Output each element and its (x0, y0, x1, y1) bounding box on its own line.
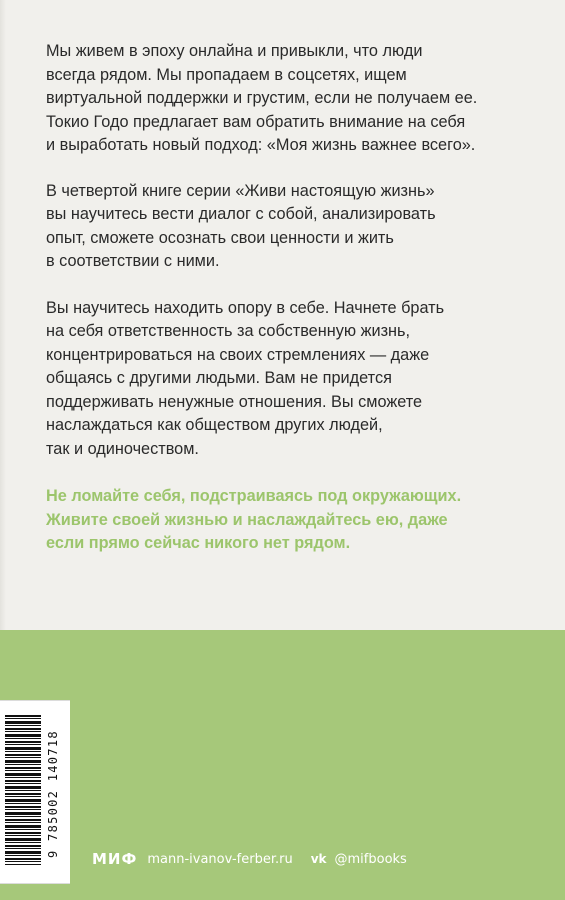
text-line: концентрироваться на своих стремлениях — даже (46, 345, 430, 364)
text-line: на себя ответственность за собственную жизнь, (46, 322, 411, 340)
publisher-row (92, 850, 407, 868)
text-line: В четвертой книге серии «Живи настоящую жизнь» (46, 181, 435, 200)
text-line: так и одиночеством. (46, 439, 199, 458)
text-line: Токио Годо предлагает вам обратить внимание на себя (46, 112, 466, 131)
text-line: общаясь с другими людьми. Вам не придется (46, 369, 392, 387)
barcode-number: 9 785002 140718 (46, 730, 60, 858)
footer-band (0, 630, 565, 900)
accent-slogan (46, 485, 526, 556)
text-line: Мы живем в эпоху онлайна и привыкли, что люди (46, 42, 423, 60)
text-line: и выработать новый подход: «Моя жизнь важнее всего». (46, 136, 476, 154)
back-cover-text (46, 40, 526, 556)
text-line: вы научитесь вести диалог с собой, анализировать (46, 205, 436, 223)
accent-line: если прямо сейчас никого нет рядом. (46, 534, 351, 552)
social-handle[interactable]: @mifbooks (334, 851, 407, 867)
text-line: Вы научитесь находить опору в себе. Начнете брать (46, 298, 445, 317)
barcode-bars (5, 715, 41, 865)
text-line: виртуальной поддержки и грустим, если не получаем ее. (46, 89, 478, 107)
accent-line: Не ломайте себя, подстраиваясь под окружающих. (46, 487, 462, 505)
text-line: всегда рядом. Мы пропадаем в соцсетях, ищем (46, 65, 407, 84)
publisher-logo: МИФ (92, 850, 138, 868)
publisher-website[interactable]: mann-ivanov-ferber.ru (147, 851, 293, 867)
accent-line: Живите своей жизнью и наслаждайтесь ею, даже (46, 510, 448, 529)
text-line: поддерживать ненужные отношения. Вы сможете (46, 392, 423, 411)
text-line: опыт, сможете осознать свои ценности и жить (46, 228, 394, 247)
series-paragraph (46, 180, 526, 274)
vk-icon: vk (310, 852, 327, 866)
intro-paragraph (46, 40, 526, 158)
barcode (0, 700, 70, 884)
benefits-paragraph (46, 297, 526, 462)
text-line: в соответствии с ними. (46, 252, 220, 270)
text-line: наслаждаться как обществом других людей, (46, 416, 383, 434)
